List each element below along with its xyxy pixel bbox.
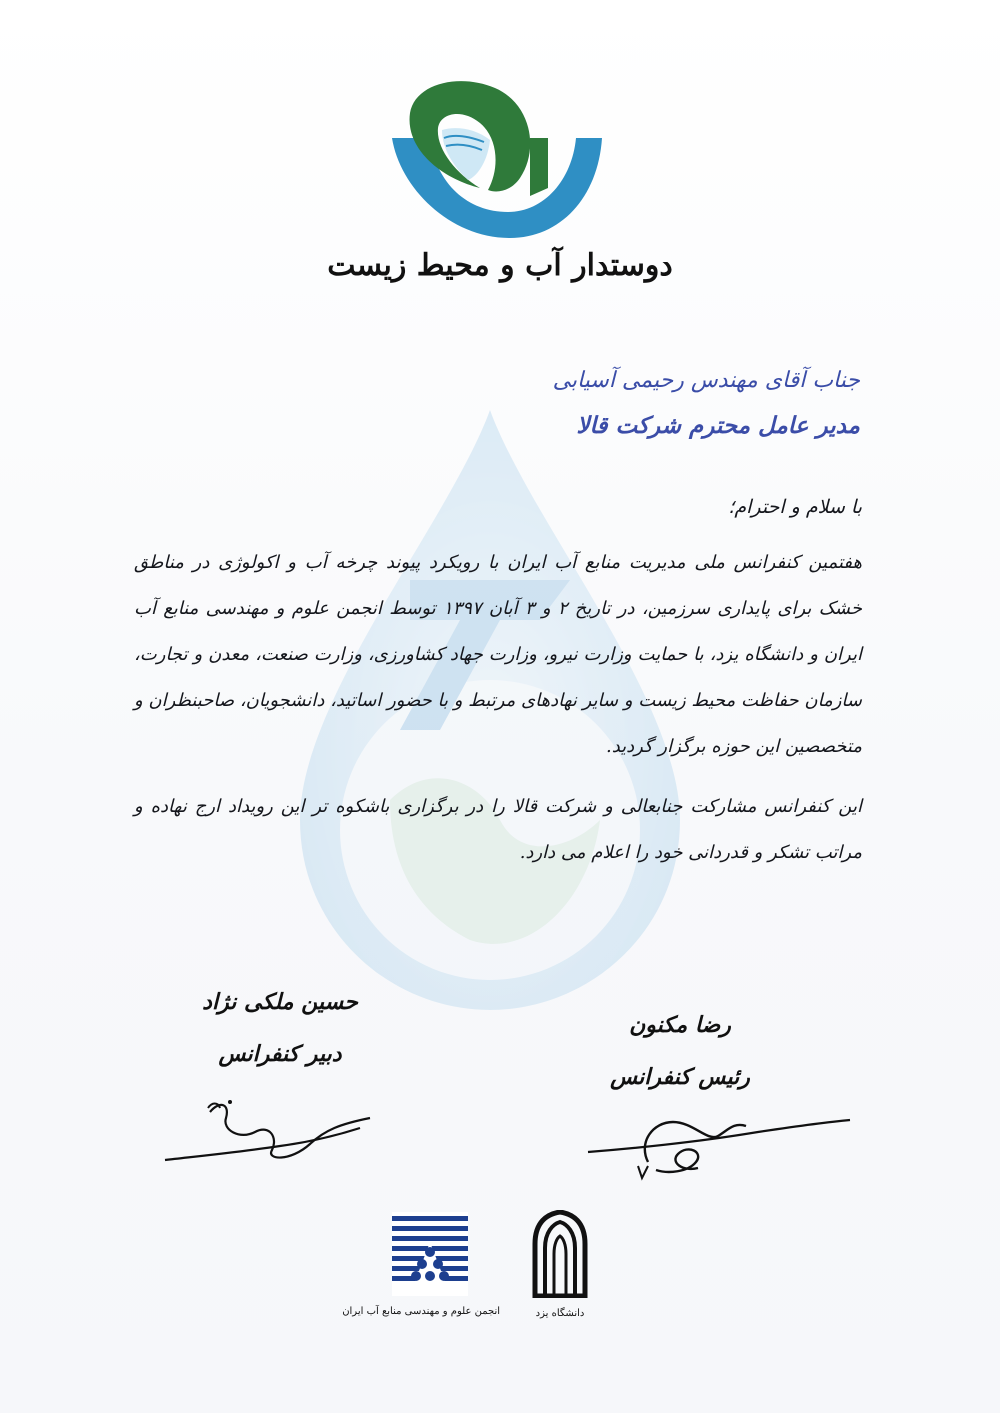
water-environment-logo xyxy=(380,68,610,248)
yazd-university-logo-block xyxy=(520,1210,600,1319)
water-association-logo-block xyxy=(342,1212,500,1317)
salutation: با سلام و احترام؛ xyxy=(728,496,862,518)
recipient-title: مدیر عامل محترم شرکت قالا xyxy=(576,412,860,439)
recipient-block xyxy=(140,362,860,446)
chair-role: رئیس کنفرانس xyxy=(610,1064,750,1090)
letter-body xyxy=(134,492,862,894)
letter-paragraph-1: هفتمین کنفرانس ملی مدیریت منابع آب ایران با رویکرد پیوند چرخه آب و اکولوژی در مناطق خشک برای پایداری سرزمین، در تاریخ ۲ و ۳ آبان ۱۳۹۷ توسط انجمن علوم و مهندسی منابع آب ایران و دانشگاه یزد، با حمایت وزارت نیرو، وزارت جهاد کشاورزی، وزارت صنعت، معدن و تجارت، سازمان حفاظت محیط زیست و سایر نهادهای مرتبط و با حضور اساتید، دانشجویان، صاحبنظران و متخصصین این حوزه برگزار گردید. xyxy=(134,552,862,757)
association-caption: انجمن علوم و مهندسی منابع آب ایران xyxy=(342,1306,500,1317)
university-caption: دانشگاه یزد xyxy=(535,1308,585,1319)
secretary-role: دبیر کنفرانس xyxy=(218,1041,342,1067)
water-association-logo xyxy=(392,1212,468,1296)
chair-signature-block xyxy=(560,1008,800,1094)
organization-title: دوستدار آب و محیط زیست xyxy=(327,248,673,283)
chair-name: رضا مکنون xyxy=(629,1012,731,1038)
secretary-name: حسین ملکی نژاد xyxy=(202,989,358,1015)
letter-paragraph-2: این کنفرانس مشارکت جنابعالی و شرکت قالا را در برگزاری باشکوه تر این رویداد ارج نهاده و مراتب تشکر و قدردانی خود را اعلام می دارد. xyxy=(134,796,862,863)
yazd-university-logo xyxy=(527,1210,593,1298)
chair-handwritten-signature xyxy=(578,1092,858,1182)
recipient-name: جناب آقای مهندس رحیمی آسیابی xyxy=(552,368,860,393)
secretary-handwritten-signature xyxy=(160,1090,390,1170)
secretary-signature-block xyxy=(150,985,410,1071)
